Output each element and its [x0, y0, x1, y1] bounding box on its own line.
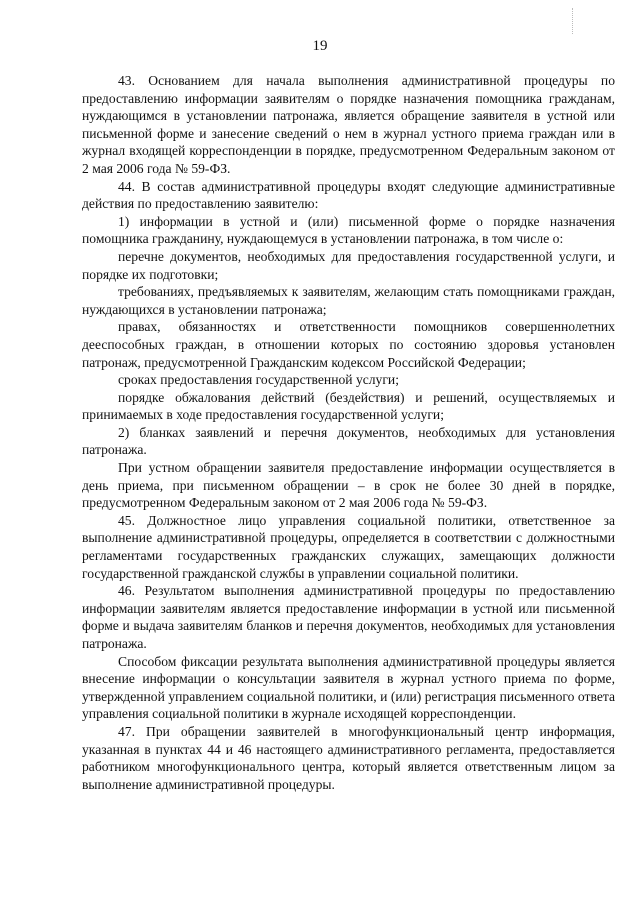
- paragraph-44-item-requirements: требованиях, предъявляемых к заявителям, желающим стать помощниками граждан, нуждающихся в установлении патронажа;: [82, 284, 615, 317]
- paragraph-45: 45. Должностное лицо управления социальной политики, ответственное за выполнение административной процедуры, определяется в соответствии с должностными регламентами государственных гражданских служащих, замещающих должности государственной гражданской службы в управлении социальной политики.: [82, 512, 615, 581]
- paragraph-44: 44. В состав административной процедуры входят следующие административные действия по предоставлению заявителю:: [82, 178, 615, 212]
- document-body: [82, 72, 615, 793]
- paragraph-44-item-1: 1) информации в устной и (или) письменной форме о порядке назначения помощника гражданину, нуждающемуся в установлении патронажа, в том числе о:: [82, 213, 615, 247]
- paragraph-44-timing: При устном обращении заявителя предоставление информации осуществляется в день приема, при письменном обращении – в срок не более 30 дней в порядке, предусмотренном Федеральным законом от 2 мая 2006 года № 59-ФЗ.: [82, 460, 615, 511]
- page-number: 19: [312, 38, 328, 54]
- paragraph-43: 43. Основанием для начала выполнения административной процедуры по предоставлению информации заявителям о порядке назначения помощника гражданам, нуждающимся в установлении патронажа, является обращение заявителя в устной или письменной форме и занесение сведений о нем в журнал устного приема граждан или в журнал входящей корреспонденции в порядке, предусмотренном Федеральным законом от 2 мая 2006 года № 59-ФЗ.: [82, 73, 615, 176]
- scan-artifact: [572, 8, 574, 34]
- paragraph-44-item-documents: перечне документов, необходимых для предоставления государственной услуги, и порядке их подготовки;: [82, 248, 615, 282]
- paragraph-44-item-2: 2) бланках заявлений и перечня документов, необходимых для установления патронажа.: [82, 424, 615, 458]
- paragraph-47: 47. При обращении заявителей в многофункциональный центр информация, указанная в пунктах 44 и 46 настоящего административного регламента, предоставляется работником многофункционального центра, который является ответственным лицом за выполнение административной процедуры.: [82, 723, 615, 792]
- paragraph-44-item-terms: сроках предоставления государственной услуги;: [118, 372, 399, 388]
- paragraph-46: 46. Результатом выполнения административной процедуры по предоставлению информации заявителям является предоставление информации в устной или письменной форме и выдача заявителям бланков и перечня документов, необходимых для установления патронажа.: [82, 583, 615, 651]
- paragraph-44-item-appeal: порядке обжалования действий (бездействия) и решений, осуществляемых и принимаемых в ходе предоставления государственной услуги;: [82, 389, 615, 423]
- paragraph-46-recording: Способом фиксации результата выполнения административной процедуры является внесение информации о консультации заявителя в журнал устного приема по форме, утвержденной управлением социальной политики, и (или) регистрация письменного ответа управления социальной политики в журнале исходящей корреспонденции.: [82, 653, 615, 722]
- paragraph-44-item-rights: правах, обязанностях и ответственности помощников совершеннолетних дееспособных граждан, в отношении которых по состоянию здоровья установлен патронаж, предусмотренной Гражданским кодексом Российской Федерации;: [82, 319, 615, 370]
